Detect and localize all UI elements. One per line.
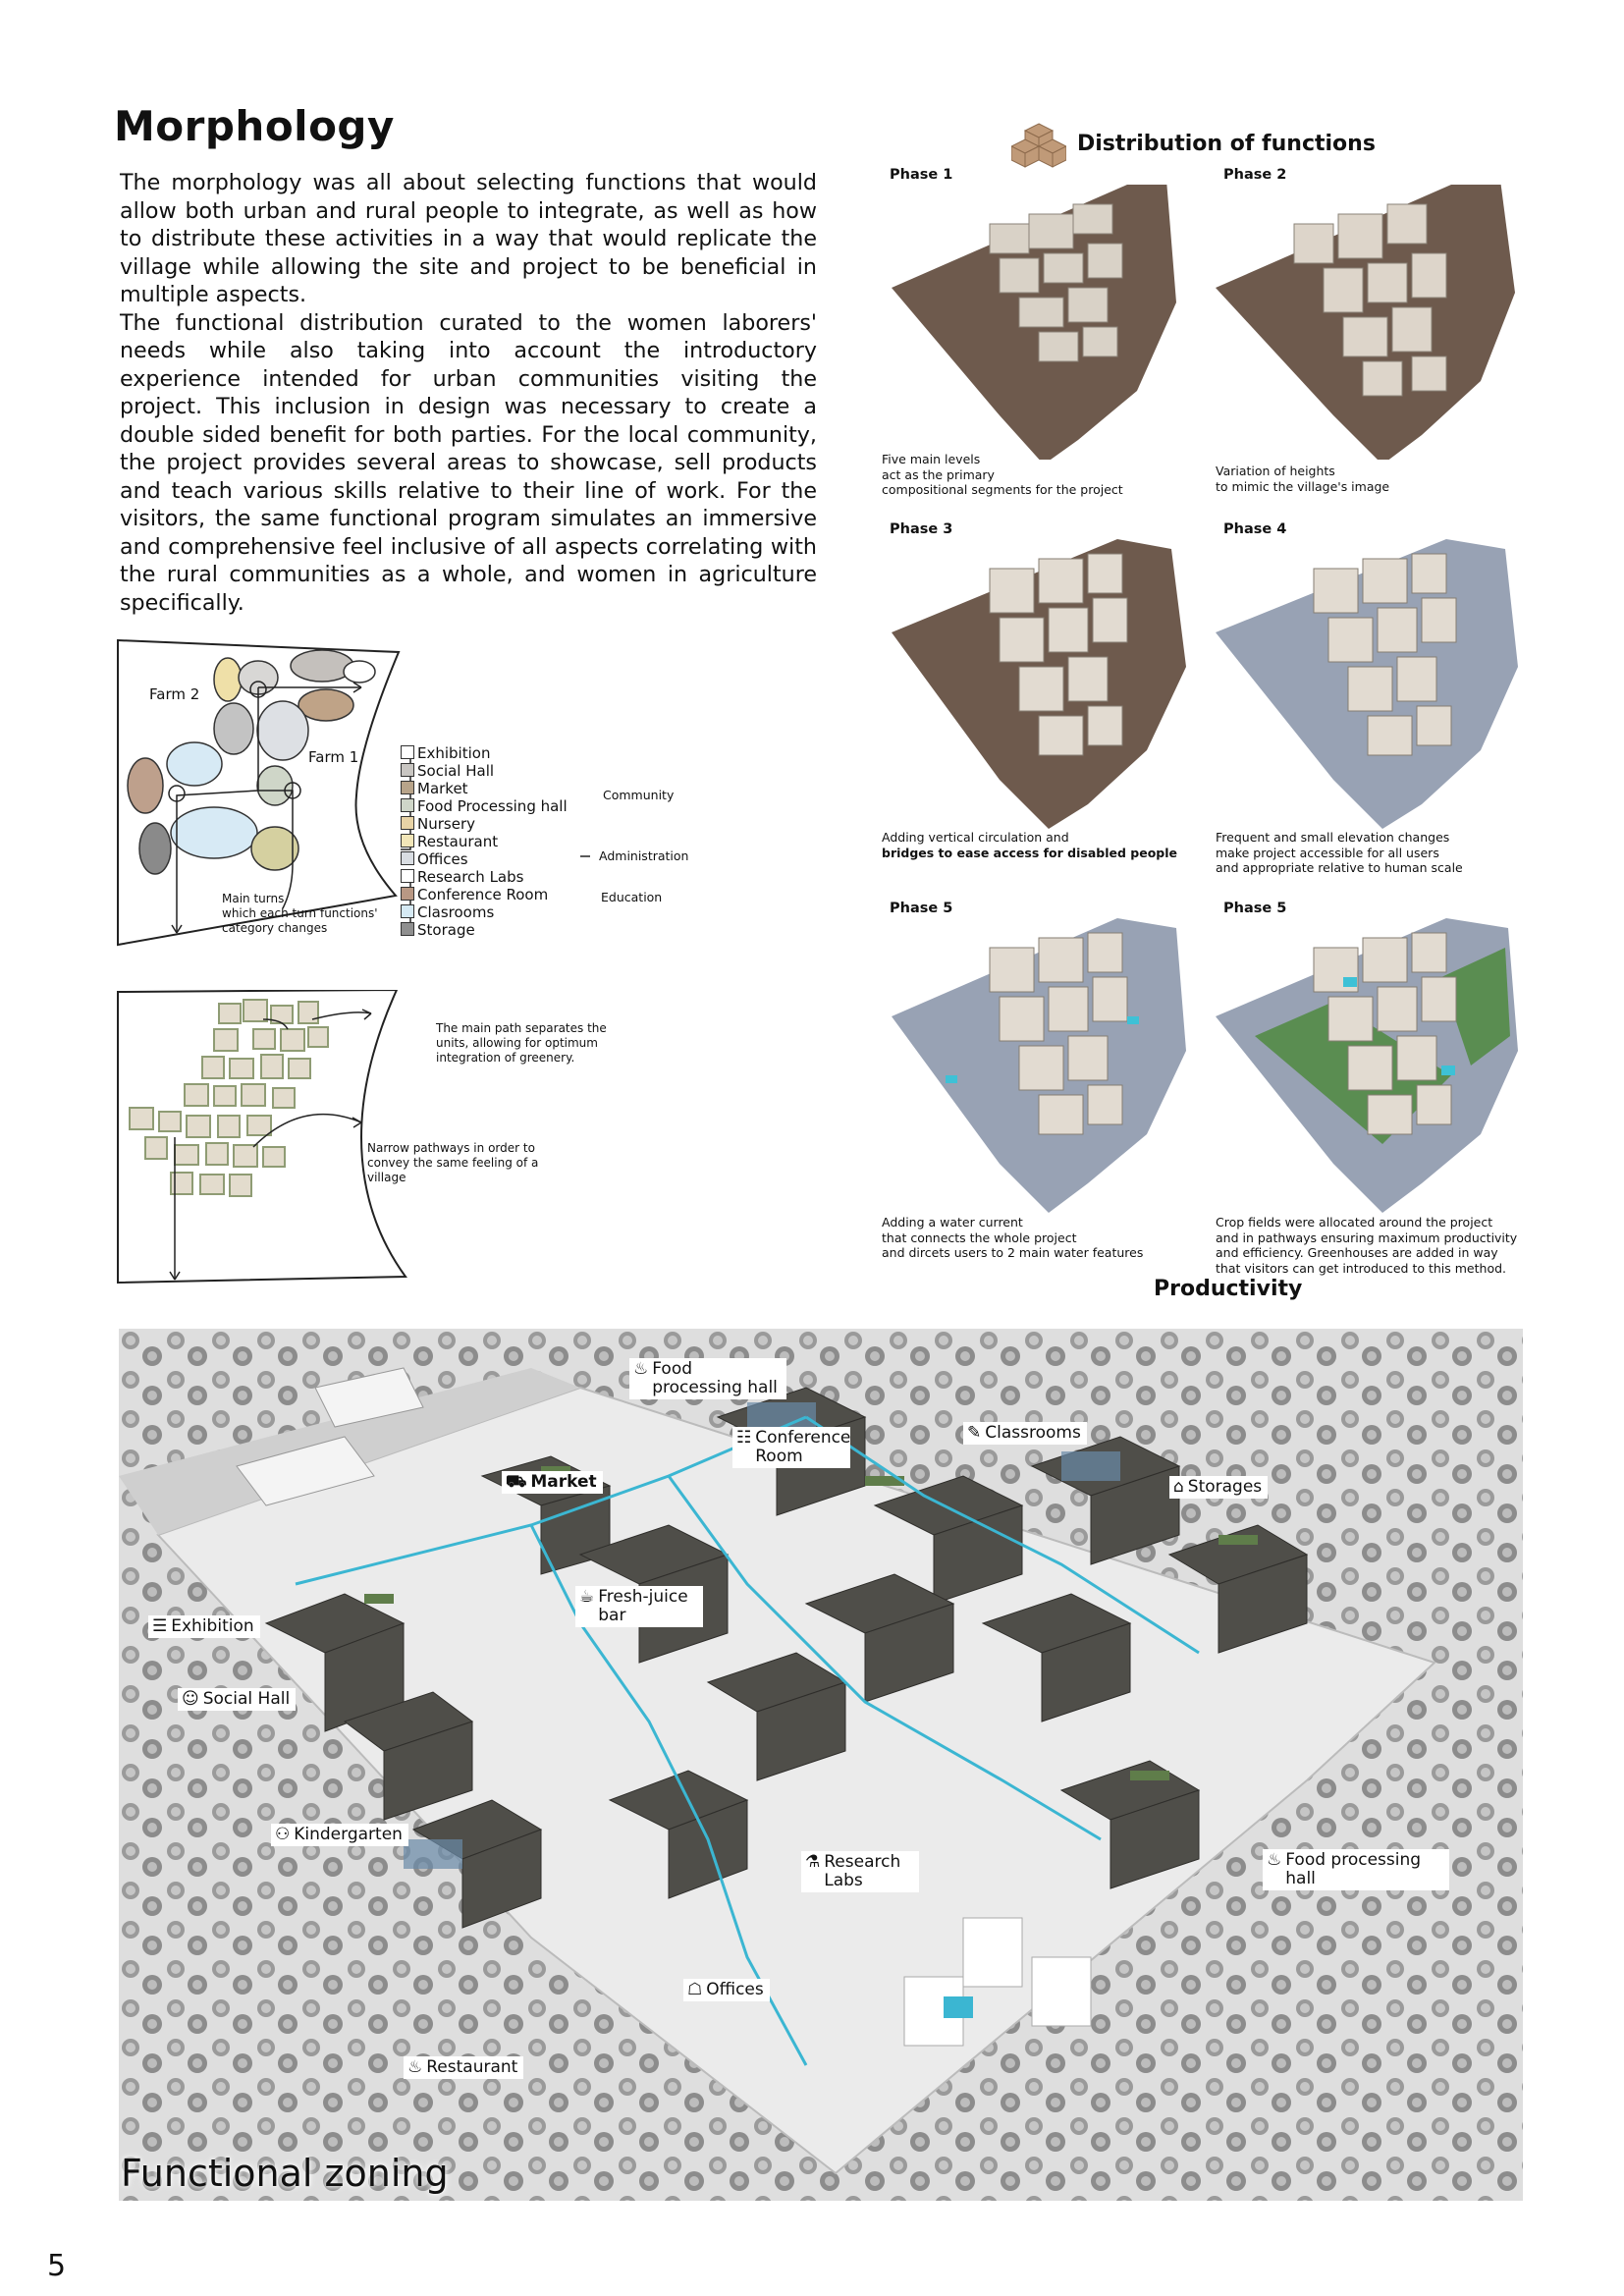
phase-3-caption: Adding vertical circulation and bridges to ease access for disabled people (882, 830, 1178, 860)
zone-label-text: Kindergarten (294, 1825, 403, 1844)
zone-label (963, 1422, 1087, 1445)
microscope-icon: ⚗ (805, 1852, 821, 1872)
phase-4-render (1216, 539, 1549, 834)
productivity-heading: Productivity (1154, 1277, 1303, 1301)
zone-label (575, 1586, 703, 1627)
phase-3-render (882, 539, 1216, 834)
farm-2-label: Farm 2 (149, 685, 200, 703)
zone-label (629, 1358, 786, 1399)
morphology-text (120, 169, 817, 617)
path-diagram-graphic (116, 990, 410, 1286)
paragraph-1: The morphology was all about selecting functions that would allow both urban and rural people to integrate, as well as how to distribute these activities in a way that would replicate the village while allowing the site and project to be beneficial in multiple aspects. (120, 170, 817, 307)
legend-item (401, 797, 568, 815)
legend-swatch (401, 904, 414, 918)
zone-label-text: Social Hall (202, 1689, 291, 1709)
legend-swatch (401, 851, 414, 865)
phase-title: Phase 2 (1223, 167, 1287, 183)
food-processing-icon: ♨ (1267, 1850, 1282, 1870)
zone-label-text: Food processing hall (1285, 1850, 1422, 1888)
food-processing-icon: ♨ (633, 1359, 649, 1379)
legend-label: Social Hall (417, 762, 495, 780)
phase-title: Phase 5 (1223, 901, 1287, 916)
paragraph-2: The functional distribution curated to the women laborers' needs while also taking into account the introductory experience intended for urban communities visiting the project. This inclusion in design was necessary to create a double sided benefit for both parties. For the local community, the project provides several areas to showcase, sell products and teach various skills relative to their line of work. For the visitors, the same functional program simulates an immersive and comprehensive feel inclusive of all aspects correlating with the rural communities as a whole, and women in agriculture specifically. (120, 309, 817, 616)
phase-4-panel (1216, 521, 1549, 875)
farm-1-label: Farm 1 (308, 748, 359, 766)
phase-5b-panel (1216, 901, 1549, 1274)
page-number: 5 (47, 2249, 67, 2283)
zone-label-text: Restaurant (426, 2057, 518, 2077)
page-title: Morphology (114, 102, 395, 150)
phase-title: Phase 4 (1223, 521, 1287, 537)
legend-swatch (401, 834, 414, 847)
people-icon: ☺ (182, 1689, 199, 1709)
legend-item (401, 903, 494, 921)
legend-swatch (401, 745, 414, 759)
legend-item (401, 868, 523, 886)
zone-label (271, 1824, 408, 1846)
phase-title: Phase 3 (890, 521, 953, 537)
functional-zoning-title: Functional zoning (121, 2152, 449, 2195)
distribution-heading: Distribution of functions (1077, 132, 1376, 156)
zone-label-text: Offices (706, 1980, 764, 1999)
zone-label (148, 1615, 260, 1638)
zone-label (1263, 1849, 1449, 1890)
phase-5b-render (1216, 918, 1549, 1213)
phase-5b-caption: Crop fields were allocated around the project and in pathways ensuring maximum productivity and efficiency. Greenhouses are added in way that visitors can get introduced to this method. (1216, 1215, 1518, 1276)
legend-item (401, 921, 475, 939)
legend-label: Exhibition (417, 744, 491, 762)
phase-1-caption: Five main levels act as the primary compositional segments for the project (882, 452, 1123, 497)
function-bubble-diagram (116, 638, 705, 949)
classroom-icon: ✎ (967, 1423, 982, 1443)
legend-label: Conference Room (417, 886, 549, 903)
legend-item (401, 762, 494, 780)
phase-5a-panel (882, 901, 1216, 1260)
phase-1-render (882, 185, 1216, 460)
zone-label-text: Classrooms (985, 1423, 1081, 1443)
office-icon: ☖ (687, 1980, 703, 1999)
zone-label (732, 1427, 850, 1468)
legend-item (401, 744, 490, 762)
legend-label: Clasrooms (417, 903, 495, 921)
legend-swatch (401, 781, 414, 794)
functional-zoning-aerial (119, 1329, 1523, 2201)
legend-item (401, 850, 468, 868)
administration-group-label: Administration (599, 848, 689, 863)
legend-label: Market (417, 780, 468, 797)
legend-item (401, 886, 548, 903)
phase-4-caption: Frequent and small elevation changes make project accessible for all users and appropriate relative to human scale (1216, 830, 1463, 875)
storage-icon: ⌂ (1173, 1477, 1184, 1497)
path-diagram (116, 990, 607, 1286)
main-turns-note: Main turns which each turn functions' category changes (222, 892, 378, 935)
zone-label-text: Research Labs (824, 1852, 901, 1890)
zone-label (178, 1688, 296, 1711)
zone-label-text: Food processing hall (652, 1359, 778, 1397)
zone-label (404, 2056, 523, 2079)
phase-1-panel (882, 167, 1216, 506)
zone-label (1169, 1476, 1268, 1499)
narrow-path-note: Narrow pathways in order to convey the same feeling of a village (367, 1141, 539, 1184)
restaurant-icon: ♨ (407, 2057, 423, 2077)
juice-icon: ☕ (579, 1587, 595, 1607)
phase-2-panel (1216, 167, 1549, 506)
phase-3-panel (882, 521, 1216, 860)
education-group-label: Education (601, 890, 663, 904)
legend-label: Offices (417, 850, 468, 868)
legend-item (401, 815, 475, 833)
phase-2-caption: Variation of heights to mimic the village's image (1216, 464, 1390, 494)
legend-swatch (401, 869, 414, 883)
cart-icon: ⛟ (506, 1472, 527, 1492)
legend-label: Nursery (417, 815, 475, 833)
zone-label (801, 1851, 919, 1892)
zone-label-text: Storages (1187, 1477, 1263, 1497)
legend-label: Restaurant (417, 833, 499, 850)
conference-icon: ☷ (736, 1428, 752, 1448)
phase-5a-caption: Adding a water current that connects the whole project and dircets users to 2 main water features (882, 1215, 1144, 1260)
phase-2-render (1216, 185, 1549, 460)
legend-swatch (401, 763, 414, 777)
legend-label: Research Labs (417, 868, 524, 886)
zone-label (502, 1471, 603, 1494)
legend-label: Food Processing hall (417, 797, 568, 815)
phase-5a-render (882, 918, 1216, 1213)
phase-title: Phase 5 (890, 901, 953, 916)
legend-item (401, 833, 498, 850)
legend-label: Storage (417, 921, 475, 939)
exhibition-icon: ☰ (152, 1616, 168, 1636)
main-path-note: The main path separates the units, allowing for optimum integration of greenery. (436, 1021, 607, 1065)
legend-item (401, 780, 468, 797)
zone-label-text: Conference Room (755, 1428, 851, 1466)
legend-swatch (401, 922, 414, 936)
zone-label-text: Fresh-juice bar (598, 1587, 688, 1625)
legend-swatch (401, 798, 414, 812)
zone-label-text: Market (530, 1472, 597, 1492)
community-group-label: Community (603, 788, 675, 802)
legend-swatch (401, 816, 414, 830)
stroller-icon: ⚇ (275, 1825, 291, 1844)
zone-label-text: Exhibition (171, 1616, 254, 1636)
legend-swatch (401, 887, 414, 901)
zone-label (683, 1979, 770, 2001)
cubes-icon (1011, 122, 1066, 171)
phase-title: Phase 1 (890, 167, 953, 183)
